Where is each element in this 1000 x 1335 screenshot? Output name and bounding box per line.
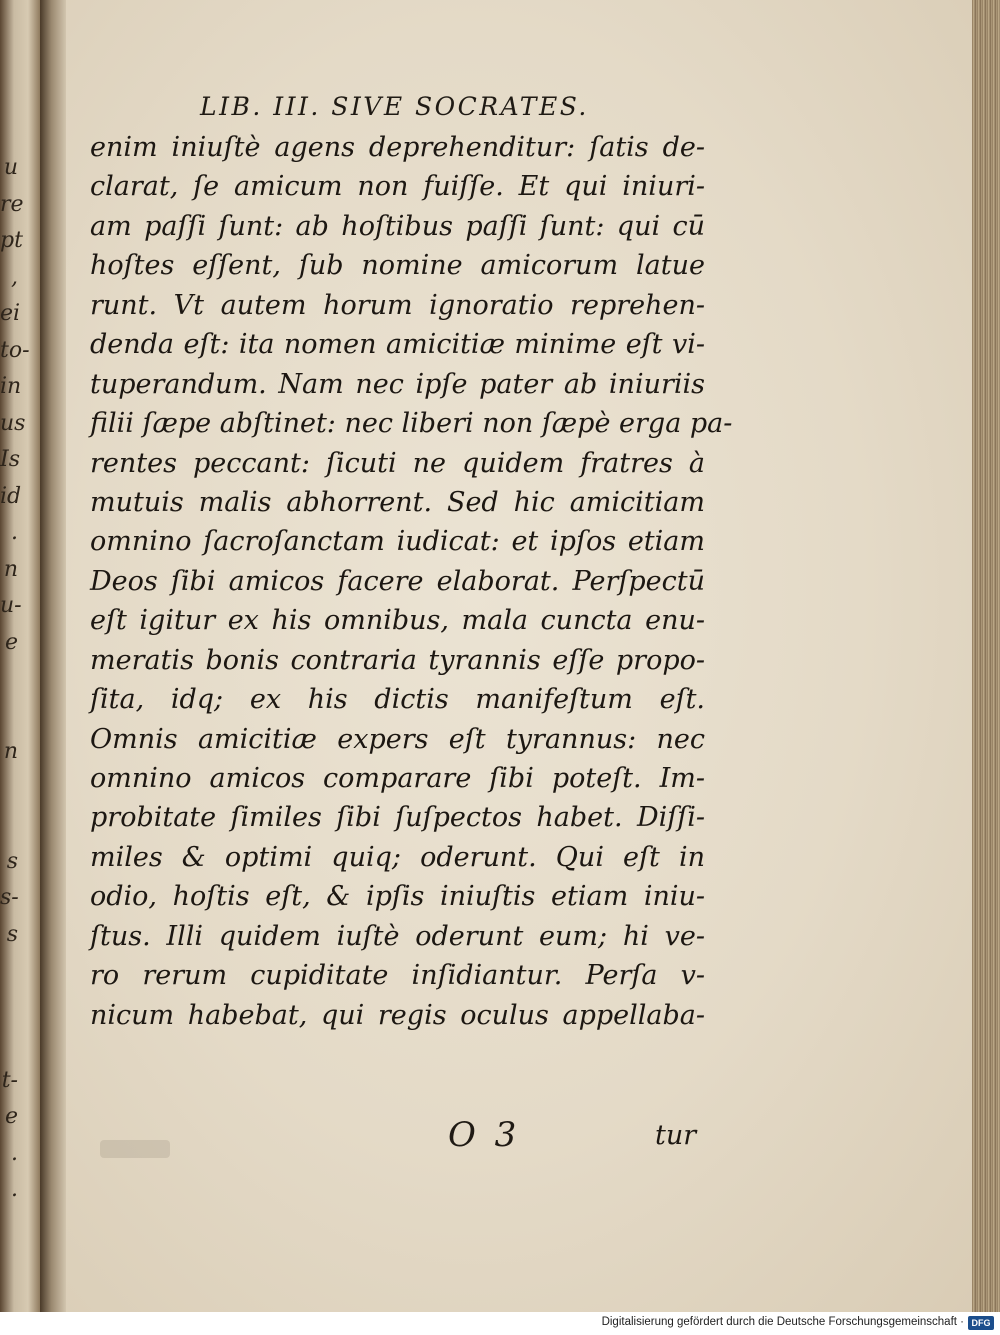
text-line: clarat, ſe amicum non fuiſſe. Et qui iniuri- — [90, 171, 705, 203]
page-fore-edge — [972, 0, 1000, 1312]
footer-credit: Digitalisierung gefördert durch die Deutsche Forschungsgemeinschaft · — [601, 1316, 964, 1328]
text-line: meratis bonis contraria tyrannis eſſe propo- — [90, 644, 705, 676]
text-line: omnino ſacroſanctam iudicat: et ipſos etiam — [90, 526, 705, 558]
text-line: Deos ſibi amicos facere elaborat. Perſpectū — [90, 565, 705, 597]
text-line: miles & optimi quiq; oderunt. Qui eſt in — [90, 841, 705, 873]
text-line: filii ſæpe abſtinet: nec liberi non ſæpè erga pa- — [90, 408, 733, 440]
text-line: tuperandum. Nam nec ipſe pater ab iniuriis — [90, 368, 705, 400]
text-line: ro rerum cupiditate inſidiantur. Perſa v- — [90, 960, 705, 992]
dfg-logo-icon: DFG — [968, 1316, 994, 1330]
faint-stamp-shadow — [100, 1140, 170, 1158]
text-line: nicum habebat, qui regis oculus appellaba- — [90, 999, 705, 1031]
book-gutter — [40, 0, 66, 1312]
left-page-fragments: u re pt , ei to- in us Is id . n u- e n s s- s t- e . . — [0, 155, 30, 1202]
text-line: ſita, idq; ex his dictis manifeſtum eſt. — [90, 684, 705, 716]
text-line: omnino amicos comparare ſibi poteſt. Im- — [90, 763, 705, 794]
left-page-edge — [0, 0, 40, 1312]
text-line: mutuis malis abhorrent. Sed hic amicitiam — [90, 486, 705, 518]
text-line: hoſtes eſſent, ſub nomine amicorum latue — [90, 250, 705, 282]
text-line: eſt igitur ex his omnibus, mala cuncta enu- — [90, 605, 705, 637]
running-head: LIB. III. SIVE SOCRATES. — [200, 92, 589, 121]
footer-bar — [0, 1312, 1000, 1335]
text-line: am paſſi ſunt: ab hoſtibus paſſi ſunt: qui cū — [90, 210, 705, 242]
body-text — [90, 128, 733, 1035]
text-line: rentes peccant: ſicuti ne quidem fratres à — [90, 447, 705, 479]
catchword: tur — [655, 1120, 697, 1151]
text-line: ſtus. Illi quidem iuſtè oderunt eum; hi ve- — [90, 920, 705, 952]
text-line: denda eſt: ita nomen amicitiæ minime eſt vi- — [90, 329, 705, 361]
text-line: Omnis amicitiæ expers eſt tyrannus: nec — [90, 723, 705, 755]
text-line: enim iniuſtè agens deprehenditur: ſatis de- — [90, 132, 705, 163]
text-line: odio, hoſtis eſt, & ipſis iniuſtis etiam iniu- — [90, 881, 705, 913]
text-line: probitate ſimiles ſibi ſuſpectos habet. Diſſi- — [90, 802, 705, 834]
signature-mark: O 3 — [448, 1115, 521, 1155]
text-line: runt. Vt autem horum ignoratio reprehen- — [90, 289, 705, 321]
